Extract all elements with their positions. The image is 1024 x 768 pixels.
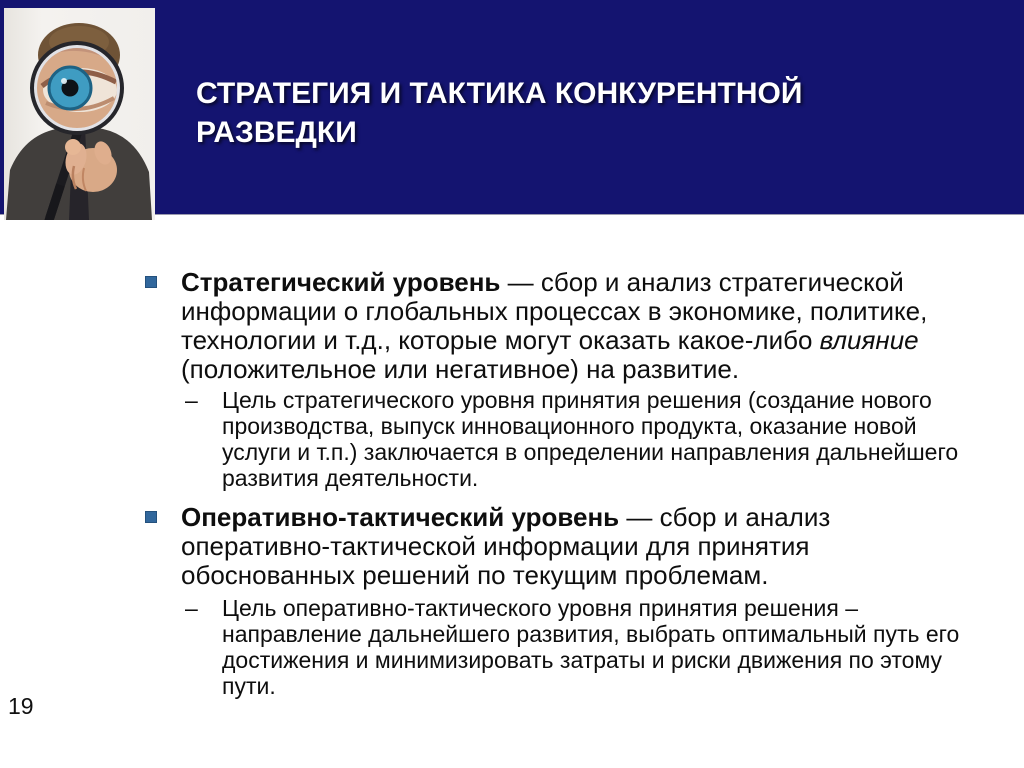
bullet-line: Оперативно-тактический уровень — сбор и анализ — [181, 502, 831, 532]
dash-bullet-icon: – — [185, 595, 198, 621]
bullet-line: Цель оперативно-тактического уровня принятия решения – — [222, 595, 859, 621]
square-bullet-icon — [145, 511, 157, 523]
square-bullet-icon — [145, 276, 157, 288]
bullet-line: (положительное или негативное) на развитие. — [181, 354, 740, 384]
bullet-line: Цель стратегического уровня принятия решения (создание нового — [222, 387, 932, 413]
bullet-line: развития деятельности. — [222, 465, 479, 491]
bullet-line: обоснованных решений по текущим проблемам. — [181, 560, 769, 590]
slide-title-line1: СТРАТЕГИЯ И ТАКТИКА КОНКУРЕНТНОЙ — [196, 77, 803, 110]
bullet-line: технологии и т.д., которые могут оказать какое-либо влияние — [181, 325, 919, 355]
bullet-line: услуги и т.п.) заключается в определении направления дальнейшего — [222, 439, 959, 465]
man-with-magnifying-glass-photo — [4, 8, 155, 220]
bullet-strategic-level — [144, 268, 927, 384]
bullet-line: пути. — [222, 673, 276, 699]
bullet-operational-tactical-level — [144, 503, 830, 590]
bullet-line: достижения и минимизировать затраты и риски движения по этому — [222, 647, 943, 673]
bullet-line: оперативно-тактической информации для принятия — [181, 531, 810, 561]
bullet-line: производства, выпуск инновационного продукта, оказание новой — [222, 413, 917, 439]
bullet-line: информации о глобальных процессах в экономике, политике, — [181, 296, 928, 326]
bullet-line: направление дальнейшего развития, выбрать оптимальный путь его — [222, 621, 960, 647]
slide-title — [196, 74, 802, 152]
page-number: 19 — [8, 693, 34, 719]
bullet-line: Стратегический уровень — сбор и анализ стратегической — [181, 267, 904, 297]
subbullet-strategic-goal — [185, 387, 958, 491]
subbullet-operational-goal — [185, 595, 959, 699]
dash-bullet-icon: – — [185, 387, 198, 413]
slide-title-line2: РАЗВЕДКИ — [196, 116, 357, 149]
